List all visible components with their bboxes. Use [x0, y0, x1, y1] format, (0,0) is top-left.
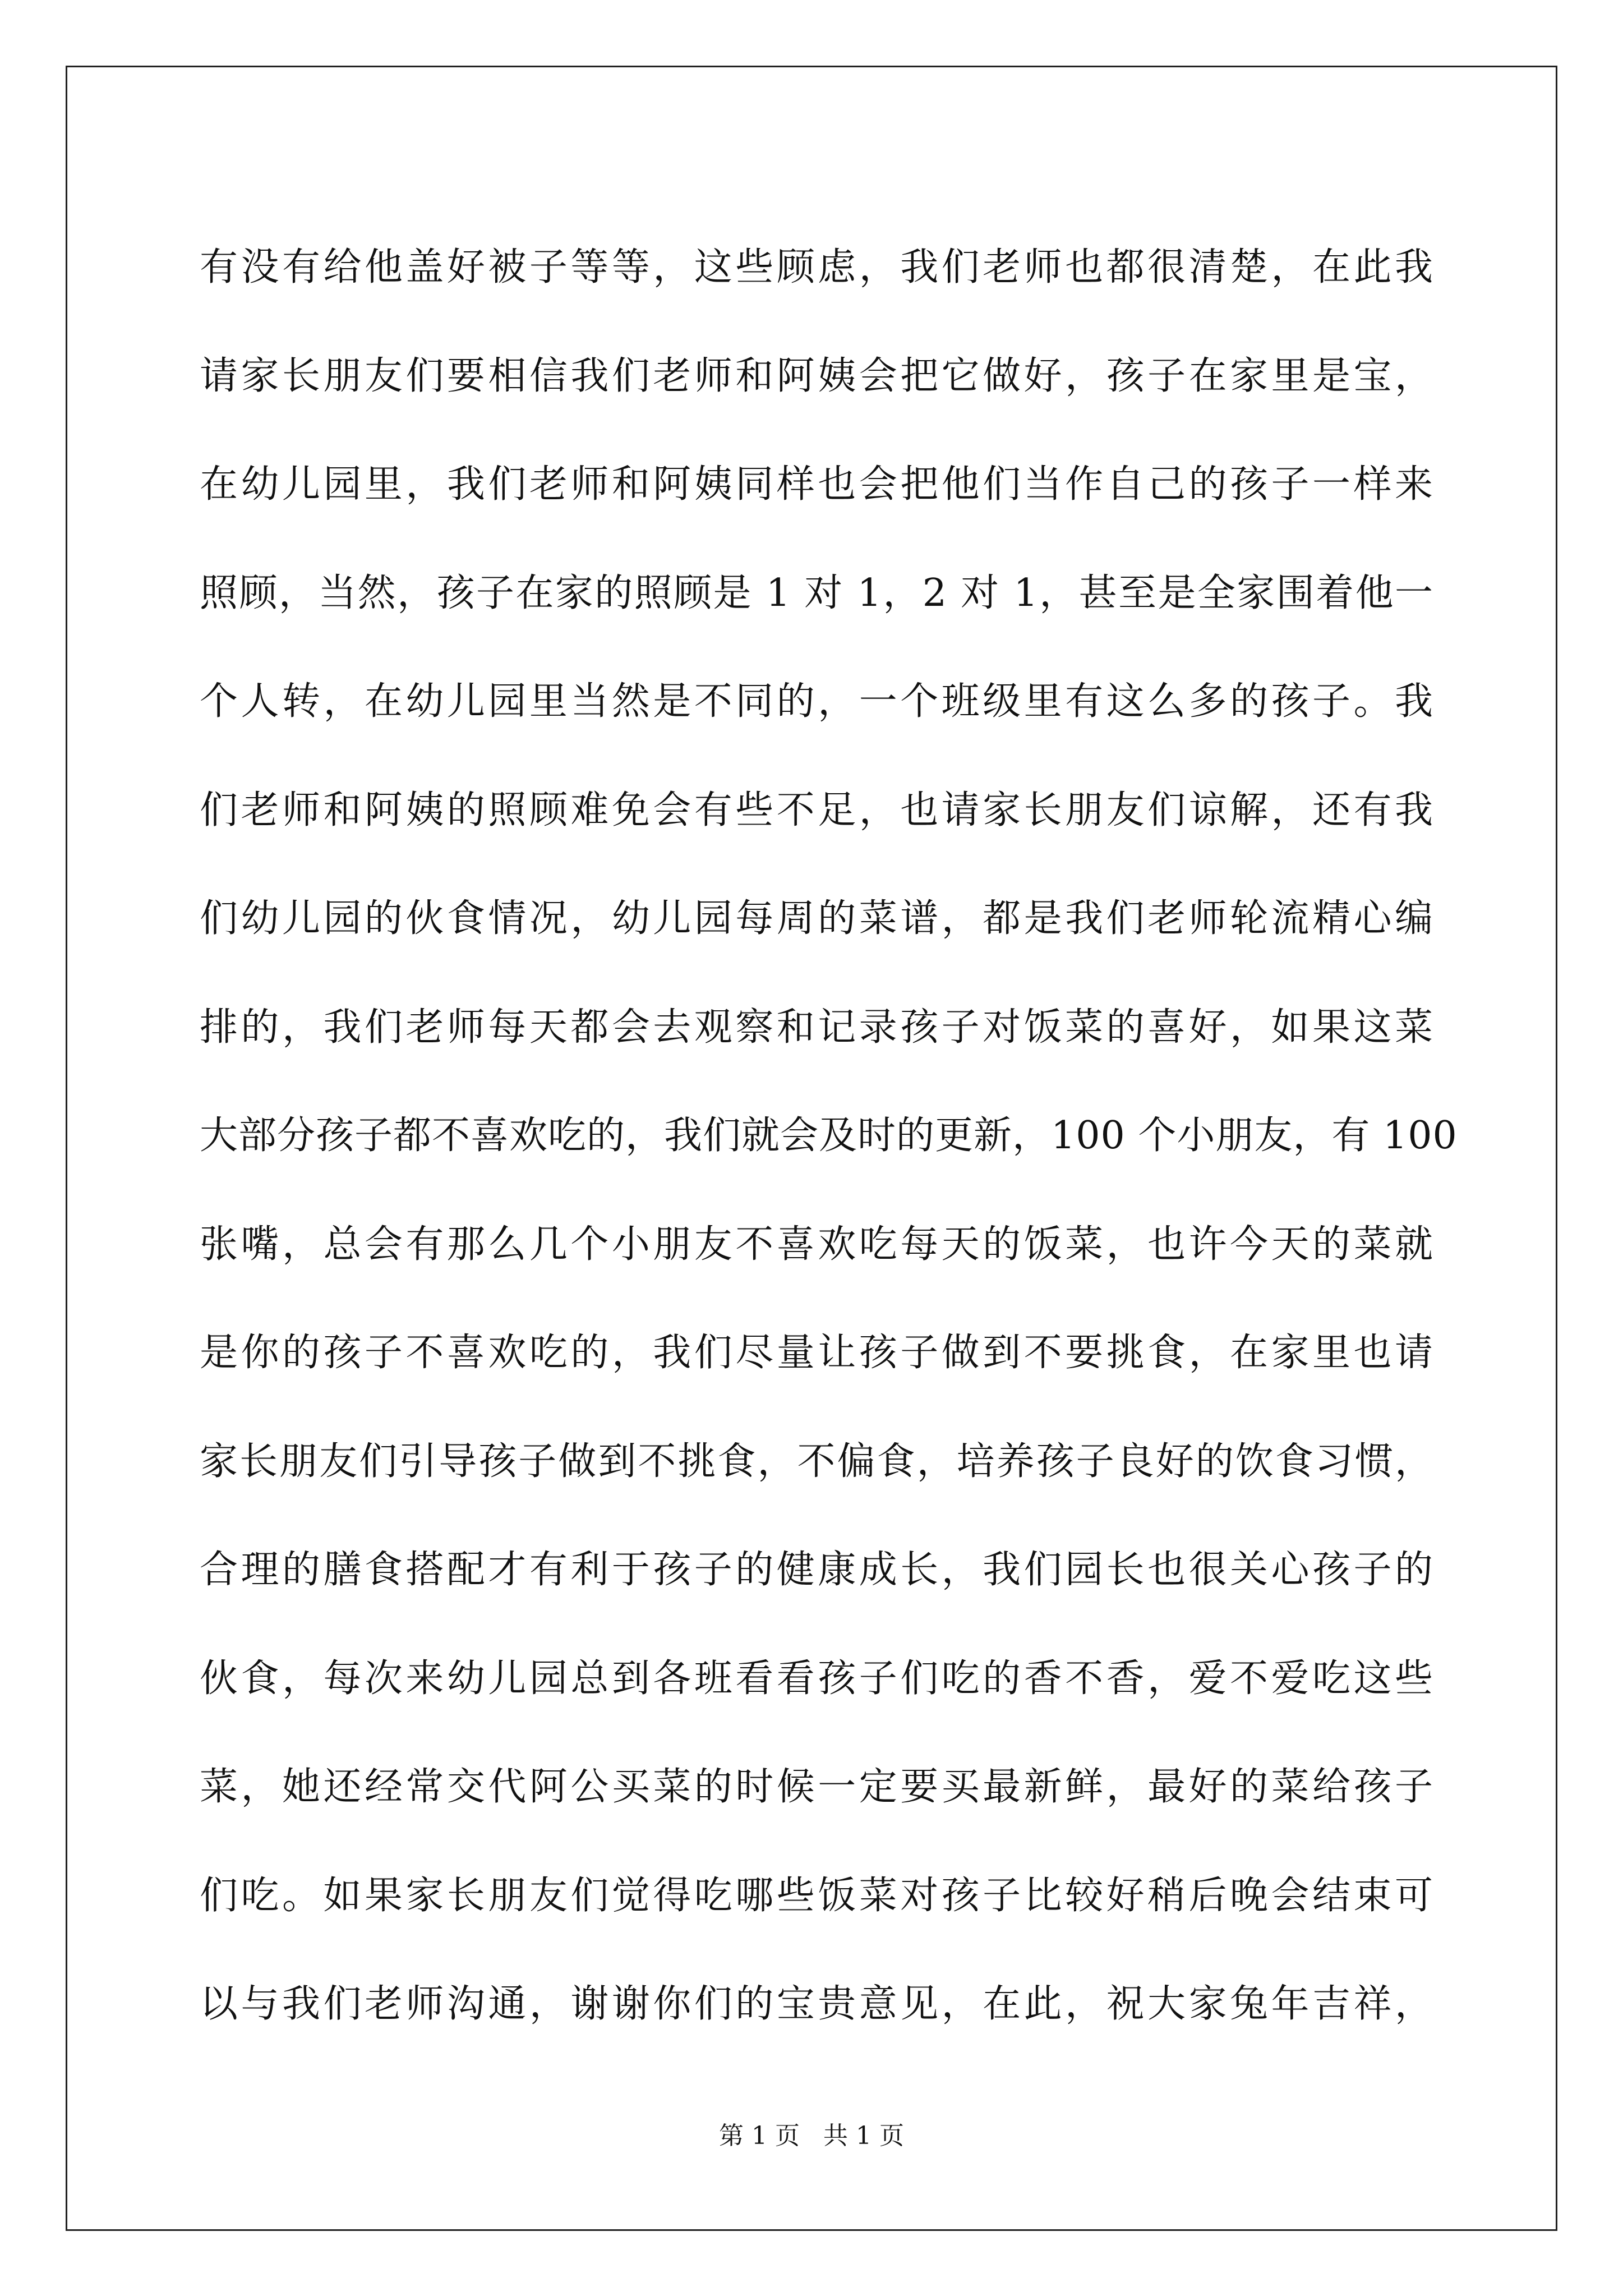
text-line: 排的，我们老师每天都会去观察和记录孩子对饭菜的喜好，如果这菜: [200, 1005, 1433, 1050]
text-line: 请家长朋友们要相信我们老师和阿姨会把它做好，孩子在家里是宝，: [200, 353, 1433, 398]
body-text: [200, 213, 1458, 2059]
text-line: 家长朋友们引导孩子做到不挑食，不偏食，培养孩子良好的饮食习惯，: [200, 1439, 1433, 1484]
page-total: 共 1 页: [823, 2122, 904, 2150]
page-number: 第 1 页: [719, 2122, 800, 2150]
text-line: 们吃。如果家长朋友们觉得吃哪些饭菜对孩子比较好稍后晚会结束可: [200, 1873, 1433, 1918]
text-line: 以与我们老师沟通，谢谢你们的宝贵意见，在此，祝大家兔年吉祥，: [200, 1982, 1433, 2026]
text-line: 张嘴，总会有那么几个小朋友不喜欢吃每天的饭菜，也许今天的菜就: [200, 1222, 1433, 1267]
text-line: 在幼儿园里，我们老师和阿姨同样也会把他们当作自己的孩子一样来: [200, 462, 1433, 507]
text-line: 们幼儿园的伙食情况，幼儿园每周的菜谱，都是我们老师轮流精心编: [200, 896, 1433, 941]
text-line: 有没有给他盖好被子等等，这些顾虑，我们老师也都很清楚，在此我: [200, 245, 1433, 289]
text-line: 个人转，在幼儿园里当然是不同的，一个班级里有这么多的孩子。我: [200, 679, 1433, 724]
text-line: 是你的孩子不喜欢吃的，我们尽量让孩子做到不要挑食，在家里也请: [200, 1331, 1433, 1375]
text-line: 伙食，每次来幼儿园总到各班看看孩子们吃的香不香，爱不爱吃这些: [200, 1656, 1433, 1701]
text-line: 合理的膳食搭配才有利于孩子的健康成长，我们园长也很关心孩子的: [200, 1548, 1433, 1592]
text-line: 照顾，当然，孩子在家的照顾是 1 对 1，2 对 1，甚至是全家围着他一: [200, 570, 1433, 615]
page-footer: [0, 2119, 1623, 2153]
text-line: 们老师和阿姨的照顾难免会有些不足，也请家长朋友们谅解，还有我: [200, 788, 1433, 832]
text-line: 菜，她还经常交代阿公买菜的时候一定要买最新鲜，最好的菜给孩子: [200, 1765, 1433, 1809]
text-line: 大部分孩子都不喜欢吃的，我们就会及时的更新，100 个小朋友，有 100: [200, 1114, 1458, 1158]
